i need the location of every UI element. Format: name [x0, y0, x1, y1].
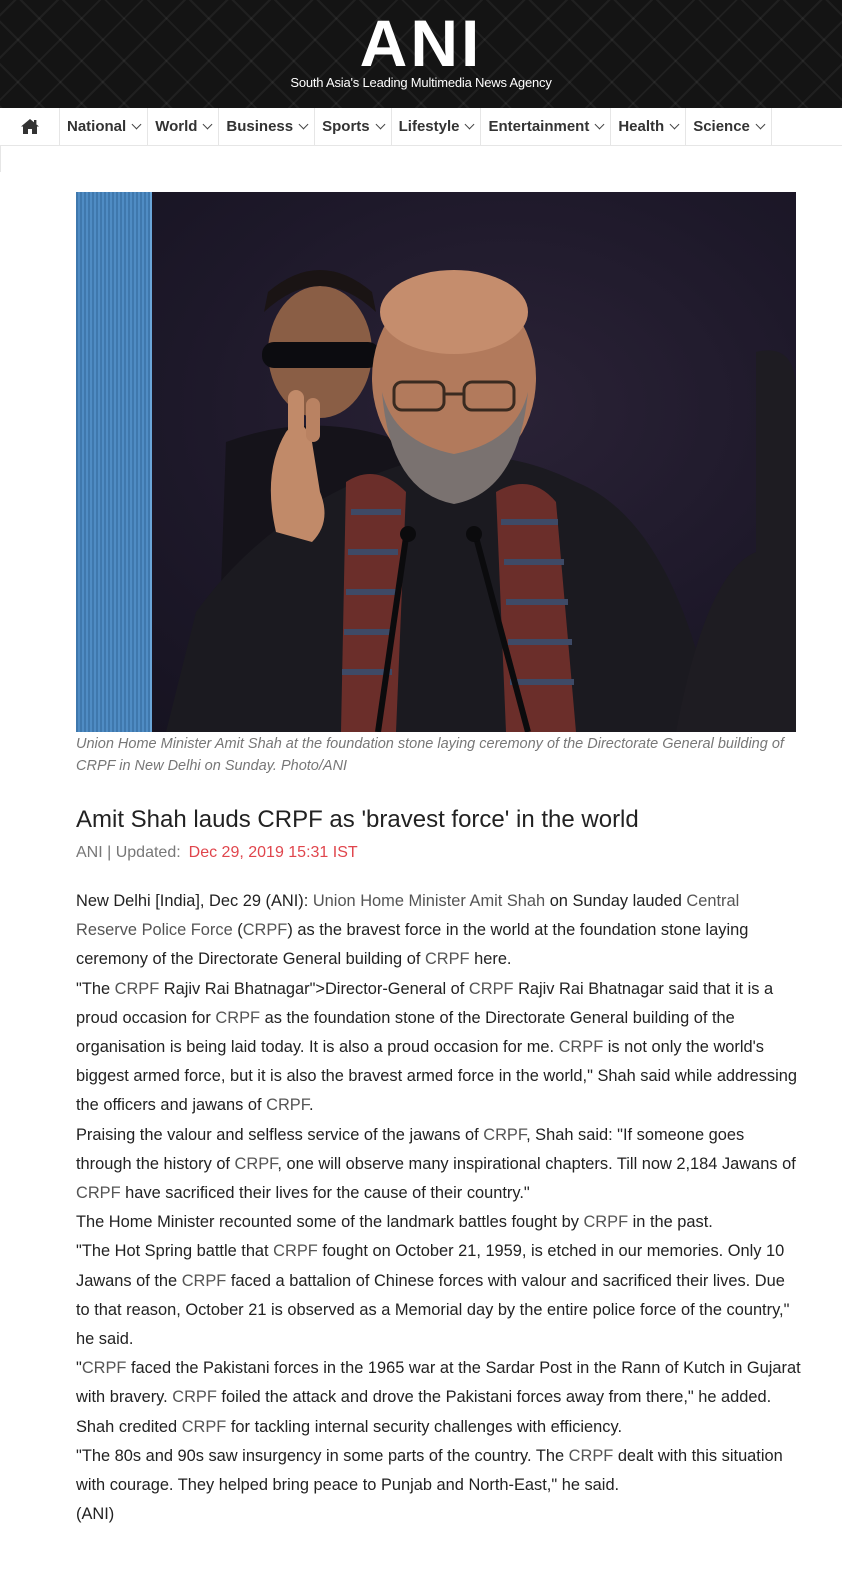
site-tagline: South Asia's Leading Multimedia News Agency — [290, 75, 552, 90]
chevron-down-icon — [670, 120, 680, 130]
site-logo[interactable]: ANI — [359, 6, 483, 80]
photo-illustration — [76, 192, 796, 732]
tag-link[interactable]: CRPF — [558, 1038, 604, 1057]
text: faced the Pakistani forces in the 1965 war at the Sardar Post in the Rann of Kutch in Gujarat with bravery. — [76, 1359, 801, 1407]
nav-item-label: Sports — [322, 118, 370, 135]
tag-link[interactable]: CRPF — [583, 1213, 629, 1232]
text: dealt with this situation with courage. They helped bring peace to Punjab and North-East," he said. — [76, 1446, 783, 1495]
paragraph — [76, 1500, 802, 1529]
text: . — [308, 1096, 314, 1115]
nav-item-science[interactable] — [686, 108, 772, 145]
text: "The 80s and 90s saw insurgency in some parts of the country. The — [76, 1446, 569, 1465]
tag-link[interactable]: CRPF — [76, 1184, 121, 1203]
photo-caption: Union Home Minister Amit Shah at the foundation stone laying ceremony of the Directorate General building of CRPF in New Delhi on Sunday. Photo/ANI — [76, 736, 784, 774]
paragraph — [76, 887, 802, 975]
nav-item-health[interactable] — [611, 108, 686, 145]
tag-link[interactable]: CRPF — [172, 1388, 217, 1407]
text: in the past. — [628, 1213, 713, 1232]
nav-item-national[interactable] — [60, 108, 148, 145]
tag-link[interactable]: Central Reserve Police Force — [76, 892, 740, 940]
tag-link[interactable]: CRPF — [242, 921, 288, 940]
text: The Home Minister recounted some of the landmark battles fought by — [76, 1213, 584, 1232]
article-title: Amit Shah lauds CRPF as 'bravest force' in the world — [76, 806, 639, 833]
tag-link[interactable]: CRPF — [568, 1446, 614, 1465]
home-icon — [20, 118, 40, 135]
chevron-down-icon — [203, 120, 213, 130]
paragraph — [76, 1413, 802, 1442]
tag-link[interactable]: CRPF — [181, 1417, 227, 1436]
paragraph — [76, 1354, 802, 1412]
tag-link[interactable]: Union Home Minister Amit Shah — [312, 892, 546, 910]
tag-link[interactable]: CRPF — [81, 1359, 127, 1378]
text: for tackling internal security challenges with efficiency. — [226, 1417, 623, 1436]
nav-item-label: Health — [618, 118, 665, 135]
paragraph — [76, 975, 802, 1121]
nav-item-label: Science — [693, 118, 750, 135]
text: Praising the valour and selfless service of the jawans of — [76, 1125, 484, 1144]
text: ) as the bravest force in the world at the foundation stone laying ceremony of the Directorate General building of — [76, 921, 749, 969]
site-header — [0, 0, 842, 108]
nav-item-label: Entertainment — [488, 118, 590, 135]
tag-link[interactable]: CRPF — [424, 950, 470, 969]
chevron-down-icon — [465, 120, 475, 130]
nav-item-label: National — [67, 118, 127, 135]
tag-link[interactable]: CRPF — [266, 1096, 309, 1115]
text: faced a battalion of Chinese forces with valour and sacrificed their lives. Due to that reason, October 21 is observed as a Memorial day by the entire police force of the country," he said. — [76, 1271, 790, 1349]
divider — [0, 146, 1, 172]
text: (ANI) — [76, 1505, 115, 1524]
article-photo — [76, 192, 796, 732]
text: fought on October 21, 1959, is etched in our memories. Only 10 Jawans of the — [76, 1242, 785, 1290]
tag-link[interactable]: CRPF — [114, 979, 160, 998]
text: here. — [469, 950, 512, 969]
nav-item-entertainment[interactable] — [481, 108, 611, 145]
nav-item-label: Business — [226, 118, 294, 135]
text: , one will observe many inspirational chapters. Till now 2,184 Jawans of — [277, 1154, 796, 1173]
nav-home[interactable] — [0, 108, 60, 145]
nav-item-sports[interactable] — [315, 108, 392, 145]
text: Shah credited — [76, 1417, 182, 1436]
text: foiled the attack and drove the Pakistani forces away from there," he added. — [216, 1388, 772, 1407]
nav-item-world[interactable] — [148, 108, 219, 145]
text: ( — [232, 921, 243, 940]
tag-link[interactable]: CRPF — [483, 1125, 527, 1144]
chevron-down-icon — [375, 120, 385, 130]
text: New Delhi [India], Dec 29 (ANI): — [76, 892, 313, 910]
paragraph — [76, 1208, 802, 1237]
chevron-down-icon — [299, 120, 309, 130]
chevron-down-icon — [755, 120, 765, 130]
text: on Sunday lauded — [545, 892, 687, 910]
tag-link[interactable]: CRPF — [273, 1242, 318, 1261]
nav-item-label: World — [155, 118, 198, 135]
nav-item-label: Lifestyle — [398, 118, 460, 135]
text: "The Hot Spring battle that — [76, 1242, 274, 1261]
text: is not only the world's biggest armed force, but it is also the bravest armed force in the world," Shah said while addressing the officers and jawans of — [76, 1038, 798, 1115]
main-nav — [0, 108, 842, 146]
nav-item-business[interactable] — [219, 108, 315, 145]
nav-item-lifestyle[interactable] — [392, 108, 482, 145]
text: Rajiv Rai Bhatnagar">Director-General of — [159, 979, 469, 998]
tag-link[interactable]: CRPF — [215, 1008, 261, 1027]
article-source: ANI | Updated: — [76, 844, 181, 861]
paragraph — [76, 1121, 802, 1209]
text: as the foundation stone of the Directorate General building of the organisation is being laid today. It is also a proud occasion for me. — [76, 1008, 735, 1057]
article-meta — [76, 842, 358, 864]
text: "The — [76, 979, 115, 998]
chevron-down-icon — [132, 120, 142, 130]
paragraph — [76, 1442, 802, 1500]
article-date: Dec 29, 2019 15:31 IST — [188, 844, 358, 861]
tag-link[interactable]: CRPF — [468, 979, 514, 998]
text: , Shah said: "If someone goes through the history of — [76, 1125, 745, 1173]
text: " — [76, 1359, 82, 1378]
tag-link[interactable]: CRPF — [234, 1154, 278, 1173]
text: Rajiv Rai Bhatnagar said that it is a proud occasion for — [76, 979, 774, 1027]
paragraph — [76, 1237, 802, 1354]
text: have sacrificed their lives for the cause of their country." — [120, 1184, 530, 1203]
tag-link[interactable]: CRPF — [181, 1271, 227, 1290]
chevron-down-icon — [595, 120, 605, 130]
article-body — [76, 887, 802, 1529]
